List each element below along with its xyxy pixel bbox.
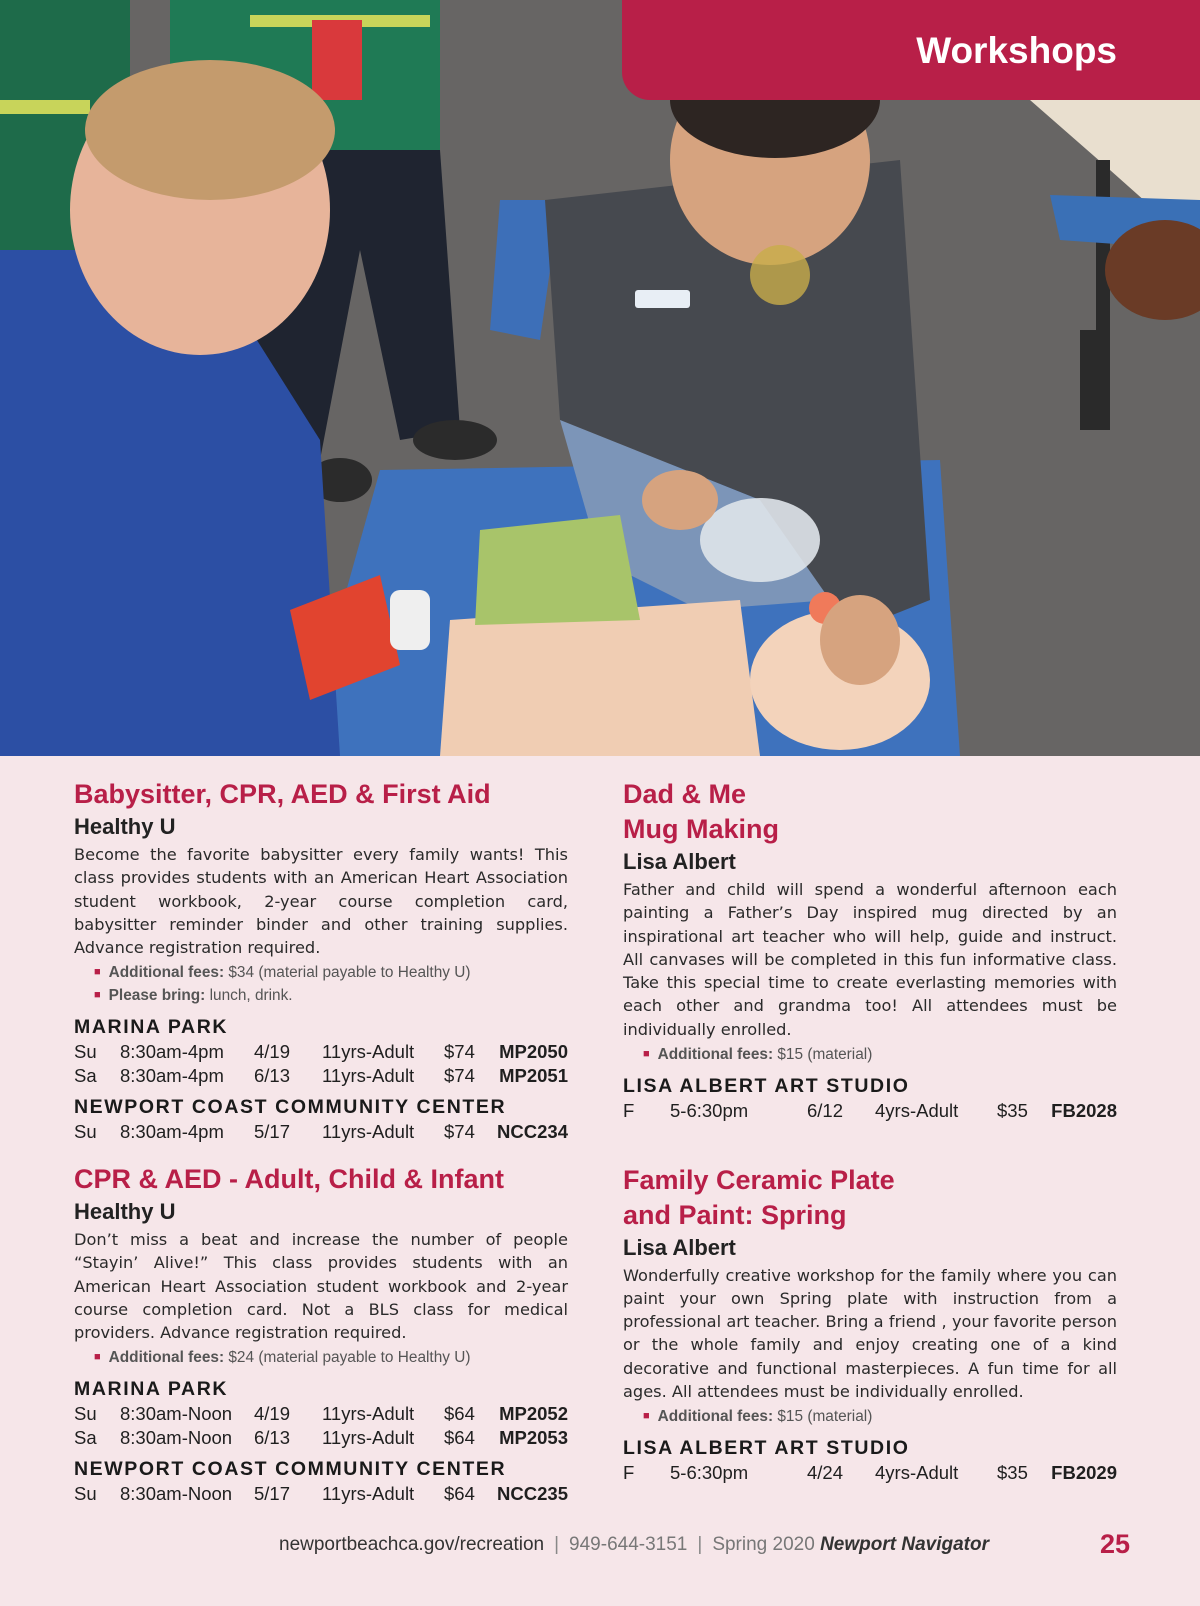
fee-item: ■ Additional fees: $15 (material) <box>643 1046 873 1064</box>
fee-list <box>94 961 568 1007</box>
location-name: MARINA PARK <box>74 1016 229 1039</box>
course-code: MP2051 <box>499 1064 568 1086</box>
schedule-row: Sa 8:30am-4pm 6/13 11yrs-Adult $74 MP2051 <box>74 1064 568 1086</box>
square-bullet-icon: ■ <box>94 1351 101 1364</box>
location-name: NEWPORT COAST COMMUNITY CENTER <box>74 1458 507 1481</box>
course-description: Wonderfully creative workshop for the family where you can paint your own Spring plate with instruction from a professional art teacher. Bring a friend , your favorite person or the whole family and enjoy creating one of a kind decorative and functional masterpieces. A fun time for all ages. All attendees must be individually enrolled. <box>623 1265 1117 1402</box>
fee-list <box>94 1346 568 1369</box>
course-code: FB2028 <box>1051 1100 1117 1122</box>
schedule-row: F 5-6:30pm 6/12 4yrs-Adult $35 FB2028 <box>623 1100 1117 1122</box>
schedule-table <box>74 1040 568 1087</box>
course-title: Babysitter, CPR, AED & First Aid <box>74 779 491 809</box>
fee-item: ■ Please bring: lunch, drink. <box>94 987 293 1005</box>
footer-phone: 949-644-3151 <box>569 1534 688 1555</box>
footer-season: Spring 2020 <box>712 1534 815 1555</box>
course-description: Don’t miss a beat and increase the number of people “Stayin’ Alive!” This class provides students with an American Heart Association student workbook and 2-year course completion card. Not a BLS class for medical providers. Advance registration required. <box>74 1229 568 1343</box>
section-title: Workshops <box>916 30 1117 71</box>
course-instructor: Lisa Albert <box>623 1234 736 1260</box>
fee-item: ■ Additional fees: $24 (material payable to Healthy U) <box>94 1349 471 1367</box>
course-title: Dad & Me Mug Making <box>623 779 779 844</box>
course-dad-me-mug <box>623 777 1117 1123</box>
course-family-ceramic-plate <box>623 1163 1117 1485</box>
fee-list <box>643 1405 1117 1428</box>
footer-publication: Newport Navigator <box>820 1534 989 1555</box>
schedule-table <box>623 1099 1117 1123</box>
fee-list <box>643 1043 1117 1066</box>
spacer <box>74 1144 568 1162</box>
square-bullet-icon: ■ <box>94 989 101 1002</box>
schedule-row: Su 8:30am-Noon 4/19 11yrs-Adult $64 MP2052 <box>74 1403 568 1425</box>
schedule-row: Su 8:30am-4pm 4/19 11yrs-Adult $74 MP2050 <box>74 1041 568 1063</box>
page-number: 25 <box>1100 1529 1131 1559</box>
square-bullet-icon: ■ <box>94 966 101 979</box>
location-name: NEWPORT COAST COMMUNITY CENTER <box>74 1096 507 1119</box>
course-code: NCC235 <box>497 1483 568 1505</box>
course-title: CPR & AED - Adult, Child & Infant <box>74 1163 504 1194</box>
page-footer <box>279 1534 989 1556</box>
course-babysitter-cpr <box>74 777 568 1144</box>
schedule-table <box>623 1461 1117 1485</box>
schedule-row: Su 8:30am-Noon 5/17 11yrs-Adult $64 NCC235 <box>74 1483 568 1505</box>
footer-separator: | <box>697 1534 703 1555</box>
schedule-row: Sa 8:30am-Noon 6/13 11yrs-Adult $64 MP2053 <box>74 1426 568 1448</box>
course-description: Father and child will spend a wonderful afternoon each painting a Father’s Day inspired mug directed by an inspirational art teacher who will help, guide and instruct. All canvases will be completed in this fun informative class. Take this special time to create everlasting memories with each other and grandma too! All attendees must be individually enrolled. <box>623 880 1117 1039</box>
photo-illustration <box>0 0 1200 756</box>
footer-separator: | <box>554 1534 560 1555</box>
square-bullet-icon: ■ <box>643 1410 650 1423</box>
schedule-row: F 5-6:30pm 4/24 4yrs-Adult $35 FB2029 <box>623 1462 1117 1484</box>
course-instructor: Healthy U <box>74 814 176 839</box>
schedule-table <box>74 1402 568 1449</box>
left-column <box>74 777 568 1506</box>
spacer <box>623 1123 1117 1163</box>
course-code: FB2029 <box>1051 1462 1117 1484</box>
course-code: NCC234 <box>497 1121 568 1143</box>
course-code: MP2050 <box>499 1041 568 1063</box>
location-name: LISA ALBERT ART STUDIO <box>623 1437 910 1460</box>
footer-url[interactable]: newportbeachca.gov/recreation <box>279 1534 545 1555</box>
fee-item: ■ Additional fees: $15 (material) <box>643 1408 873 1426</box>
course-instructor: Lisa Albert <box>623 849 736 874</box>
right-column <box>623 777 1117 1485</box>
course-title: Family Ceramic Plate and Paint: Spring <box>623 1164 895 1230</box>
course-code: MP2052 <box>499 1403 568 1425</box>
cpr-training-photo <box>0 0 1200 756</box>
schedule-row: Su 8:30am-4pm 5/17 11yrs-Adult $74 NCC234 <box>74 1121 568 1143</box>
schedule-table <box>74 1120 568 1144</box>
course-code: MP2053 <box>499 1426 568 1448</box>
square-bullet-icon: ■ <box>643 1048 650 1061</box>
section-tab <box>622 0 1200 100</box>
course-description: Become the favorite babysitter every family wants! This class provides students with an American Heart Association student workbook, 2-year course completion card, babysitter reminder binder and other training supplies. Advance registration required. <box>74 845 568 958</box>
schedule-table <box>74 1482 568 1506</box>
location-name: MARINA PARK <box>74 1378 229 1401</box>
course-instructor: Healthy U <box>74 1198 176 1224</box>
fee-item: ■ Additional fees: $34 (material payable to Healthy U) <box>94 964 471 982</box>
course-cpr-aed <box>74 1162 568 1506</box>
location-name: LISA ALBERT ART STUDIO <box>623 1075 910 1098</box>
